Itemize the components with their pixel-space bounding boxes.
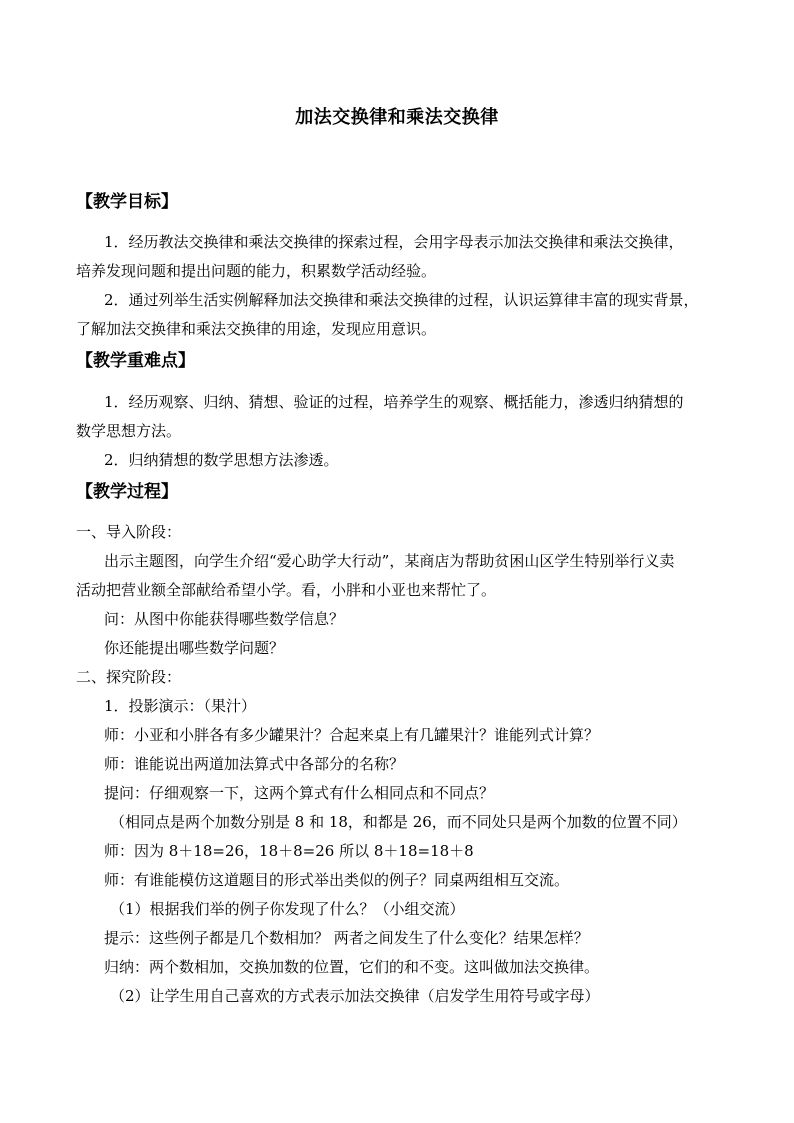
- paragraph-line: 师：有谁能模仿这道题目的形式举出类似的例子？同桌两组相互交流。: [104, 871, 570, 889]
- paragraph-line: 你还能提出哪些数学问题？: [104, 639, 285, 657]
- paragraph-line: 归纳：两个数相加，交换加数的位置，它们的和不变。这叫做加法交换律。: [104, 958, 600, 976]
- paragraph-line: 问：从图中你能获得哪些数学信息？: [104, 610, 345, 628]
- paragraph-line: 数学思想方法。: [76, 422, 182, 440]
- document-title: 加法交换律和乘法交换律: [295, 107, 499, 128]
- paragraph-line: （相同点是两个加数分别是 8 和 18，和都是 26，而不同处只是两个加数的位置不同）: [110, 813, 687, 831]
- paragraph-line: 2．归纳猜想的数学思想方法渗透。: [104, 451, 339, 469]
- paragraph-line: 2．通过列举生活实例解释加法交换律和乘法交换律的过程，认识运算律丰富的现实背景，: [104, 291, 699, 309]
- section-heading-process: 【教学过程】: [76, 482, 178, 502]
- paragraph-line: 一、导入阶段：: [76, 523, 182, 541]
- paragraph-line: 活动把营业额全部献给希望小学。看，小胖和小亚也来帮忙了。: [76, 581, 497, 599]
- paragraph-line: （2）让学生用自己喜欢的方式表示加法交换律（启发学生用符号或字母）: [110, 987, 600, 1005]
- paragraph-line: 师：小亚和小胖各有多少罐果汁？合起来桌上有几罐果汁？谁能列式计算？: [104, 726, 600, 744]
- paragraph-line: 培养发现问题和提出问题的能力，积累数学活动经验。: [76, 262, 437, 280]
- paragraph-line: 1．投影演示：（果汁）: [104, 697, 257, 715]
- paragraph-line: 提问：仔细观察一下，这两个算式有什么相同点和不同点？: [104, 784, 495, 802]
- paragraph-line: 出示主题图，向学生介绍“爱心助学大行动”，某商店为帮助贫困山区学生特别举行义卖: [104, 552, 675, 570]
- section-heading-difficulties: 【教学重难点】: [76, 351, 195, 371]
- section-heading-goals: 【教学目标】: [76, 192, 178, 212]
- paragraph-line: 提示：这些例子都是几个数相加？ 两者之间发生了什么变化？结果怎样？: [104, 929, 589, 947]
- paragraph-line: 1．经历教法交换律和乘法交换律的探索过程，会用字母表示加法交换律和乘法交换律，: [104, 233, 684, 251]
- paragraph-line: 二、探究阶段：: [76, 668, 182, 686]
- paragraph-line: 1．经历观察、归纳、猜想、验证的过程，培养学生的观察、概括能力，渗透归纳猜想的: [104, 393, 684, 411]
- paragraph-line: 师：谁能说出两道加法算式中各部分的名称？: [104, 755, 405, 773]
- paragraph-line: （1）根据我们举的例子你发现了什么？（小组交流）: [110, 900, 465, 918]
- paragraph-line: 师：因为 8＋18=26，18＋8=26 所以 8＋18=18＋8: [104, 842, 474, 860]
- paragraph-line: 了解加法交换律和乘法交换律的用途，发现应用意识。: [76, 320, 437, 338]
